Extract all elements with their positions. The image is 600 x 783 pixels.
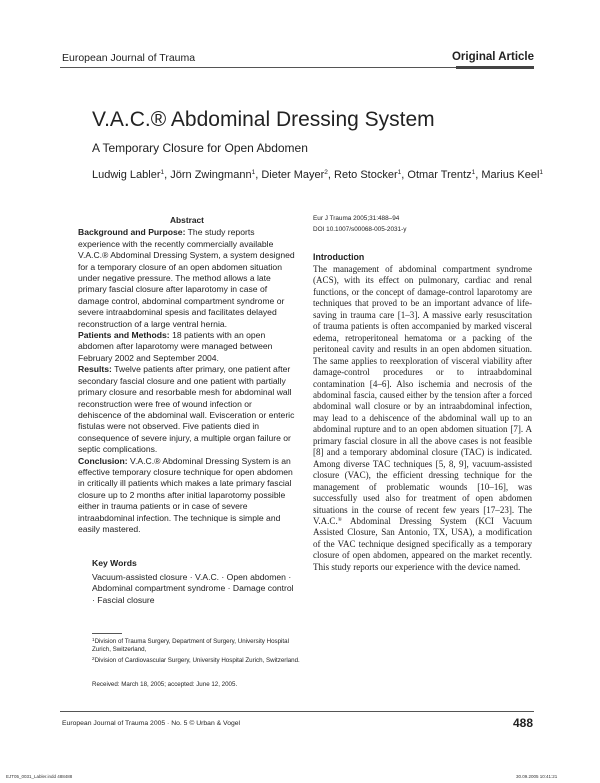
doi[interactable]: DOI 10.1007/s00068-005-2031-y — [313, 226, 407, 233]
header-rule-accent — [456, 66, 534, 69]
footer-rule — [60, 711, 534, 712]
keywords-title: Key Words — [92, 558, 137, 568]
author: Dieter Mayer$^2$, — [261, 169, 335, 181]
affiliation: $^2$Division of Cardiovascular Surgery, University Hospital Zurich, Switzerland. — [92, 655, 300, 664]
citation: Eur J Trauma 2005;31:488–94 — [313, 215, 400, 222]
abstract — [78, 215, 296, 535]
received-dates: Received: March 18, 2005; accepted: June 12, 2005. — [92, 681, 238, 688]
author: Reto Stocker$^1$, — [334, 169, 408, 181]
footer-journal: European Journal of Trauma 2005 · No. 5 © Urban & Vogel — [62, 720, 241, 727]
footnote-rule — [92, 633, 122, 634]
author: Jörn Zwingmann$^1$, — [170, 169, 262, 181]
running-header-journal: European Journal of Trauma — [62, 52, 196, 64]
affiliation: $^1$Division of Trauma Surgery, Department of Surgery, University Hospital Zurich, Switzerland, — [92, 637, 289, 654]
author: Ludwig Labler$^1$, — [92, 169, 171, 181]
author: Otmar Trentz$^1$, — [407, 169, 482, 181]
keywords — [92, 558, 298, 606]
article-type: Original Article — [451, 51, 534, 63]
introduction-text: The management of abdominal compartment syndrome (ACS), with its effect on pulmonary, cardiac and renal functions, or the concept of damage-control laparotomy are techniques that proved to be an important advance of life-saving in trauma care [1–3]. A massive early resuscitation of trauma patients is often accompanied by marked visceral edema, retroperitoneal hematoma or a packing of the peritoneal cavity and results in an open abdomen situation. The same applies to reexploration of visceral viability after damage-control procedures or to intraabdominal contamination [4–6]. Also ischemia and necrosis of the abdominal fascia, caused either by the tension after a forced abdominal wall closure or by an intraabdominal infection, may lead to a dehiscence of the abdominal wall up to an abdominal rupture and to an open abdomen situation [7]. A primary fascial closure in all the above cases is not feasible [8] and a temporary abdominal closure (TAC) is indicated. Among diverse TAC techniques [5, 8, 9], vacuum-assisted closure (VAC), the efficient dressing technique for the management of problematic wounds [10–16], was successfully used also for treatment of open abdomen situations in the course of recent few years [17–23]. The V.A.C.® Abdominal Dressing System (KCI Vacuum Assisted Closure, San Antonio, TX, USA), a modification of the VAC technique designed specifically as a temporary closure of open abdomen, appeared on the market recently. This study reports our experience with the device named. — [313, 264, 532, 572]
author-list — [92, 169, 543, 181]
abstract-methods: Patients and Methods: 18 patients with an open abdomen after laparotomy were managed between February 2002 and September 2004. — [78, 330, 273, 363]
author: Marius Keel$^1$ — [481, 169, 544, 181]
page-number: 488 — [512, 716, 533, 730]
abstract-title: Abstract — [170, 215, 204, 225]
abstract-results: Results: Twelve patients after primary, one patient after secondary fascial closure and one patient with partially primary closure and resorbable mesh for abdominal wall reconstruction were free of wound infection or dehiscence of the abdominal wall. Evisceration or enteric fistulas were not observed. Five patients died in consequence of severe injury, a multiple organ failure or septic complications. — [78, 364, 295, 455]
article-subtitle: A Temporary Closure for Open Abdomen — [92, 141, 308, 155]
article-title: V.A.C.® Abdominal Dressing System — [92, 108, 435, 131]
print-slug-file: EJT05_0031_Labler.indd 488488 — [6, 774, 73, 779]
abstract-conclusion: Conclusion: V.A.C.® Abdominal Dressing System is an effective temporary closure technique for open abdomen in critically ill patients which makes a late primary fascial closure up to 2 months after initial laparotomy possible either in trauma patients or in case of severe intraabdominal infection. The technique is simple and easily mastered. — [78, 455, 293, 534]
abstract-background: Background and Purpose: The study reports experience with the recently commercially available V.A.C.® Abdominal Dressing System, a system designed for a temporary closure of an open abdomen situation under negative pressure. The method allows a late primary fascial closure after laparotomy in case of damage control, abdominal compartment syndrome or severe intraabdominal spesis and facilitates delayed reconstruction of a large ventral hernia. — [78, 227, 295, 329]
introduction-heading: Introduction — [313, 252, 365, 262]
keywords-text: Vacuum-assisted closure · V.A.C. · Open abdomen · Abdominal compartment syndrome · Damage control · Fascial closure — [92, 571, 294, 605]
affiliations — [92, 636, 302, 665]
print-slug-date: 30.09.2005 10:41:21 — [516, 774, 558, 779]
